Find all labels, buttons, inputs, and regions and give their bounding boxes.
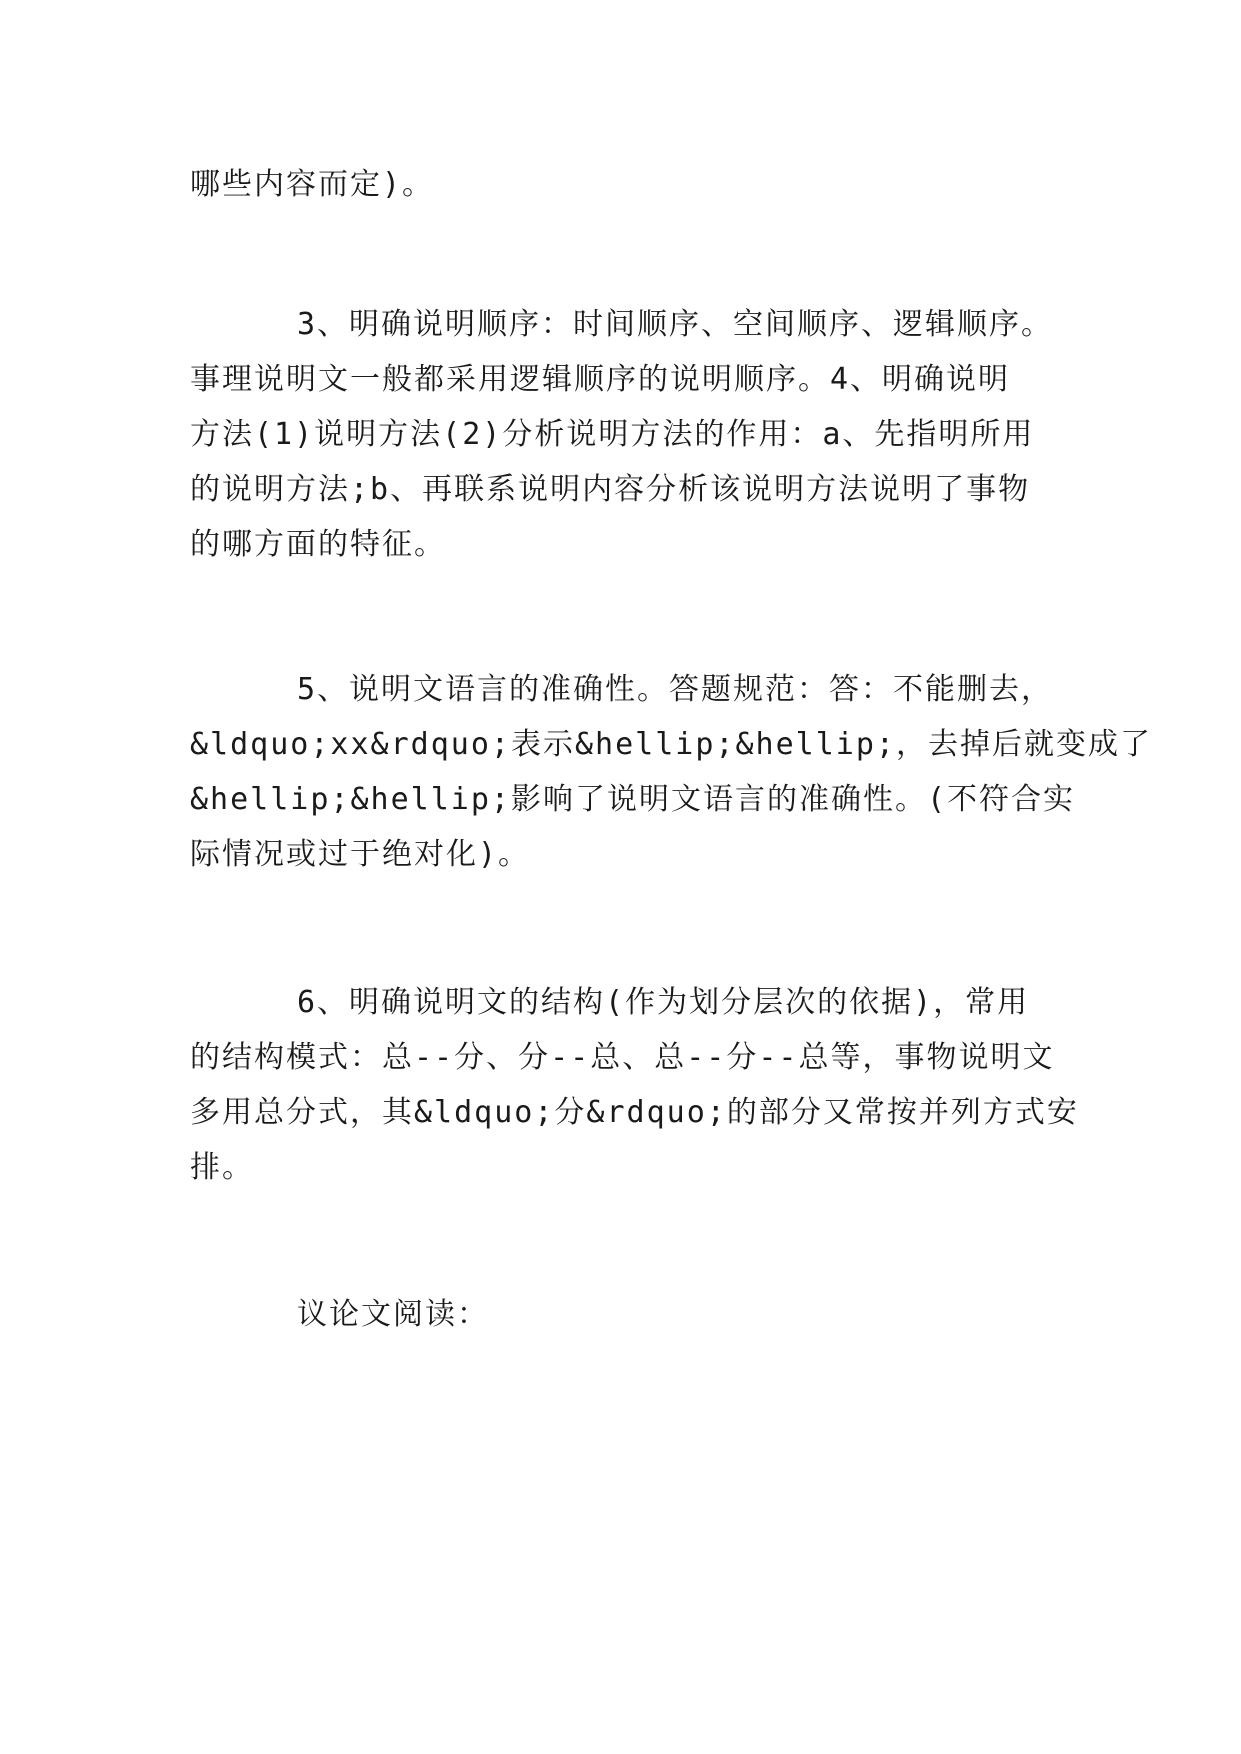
- paragraph-line: 6、明确说明文的结构(作为划分层次的依据)，常用: [297, 985, 1030, 1020]
- paragraph-line: &hellip;&hellip;影响了说明文语言的准确性。(不符合实: [190, 782, 1076, 817]
- paragraph-line: 3、明确说明顺序：时间顺序、空间顺序、逻辑顺序。: [297, 307, 1054, 342]
- paragraph-line: 哪些内容而定)。: [190, 167, 435, 202]
- paragraph-line: 多用总分式，其&ldquo;分&rdquo;的部分又常按并列方式安: [190, 1095, 1079, 1130]
- paragraph-line: 际情况或过于绝对化)。: [190, 837, 531, 872]
- paragraph-line: 的说明方法;b、再联系说明内容分析该说明方法说明了事物: [190, 472, 1031, 507]
- paragraph-line: 的结构模式：总--分、分--总、总--分--总等，事物说明文: [190, 1040, 1055, 1075]
- section-heading: 议论文阅读：: [297, 1297, 489, 1332]
- paragraph-line: 5、说明文语言的准确性。答题规范：答：不能删去，: [297, 672, 1054, 707]
- paragraph-line: &ldquo;xx&rdquo;表示&hellip;&hellip;，去掉后就变成了: [190, 727, 1152, 762]
- paragraph-line: 排。: [190, 1150, 254, 1185]
- paragraph-line: 方法(1)说明方法(2)分析说明方法的作用：a、先指明所用: [190, 417, 1035, 452]
- paragraph-line: 的哪方面的特征。: [190, 527, 446, 562]
- paragraph-line: 事理说明文一般都采用逻辑顺序的说明顺序。4、明确说明: [190, 362, 1011, 397]
